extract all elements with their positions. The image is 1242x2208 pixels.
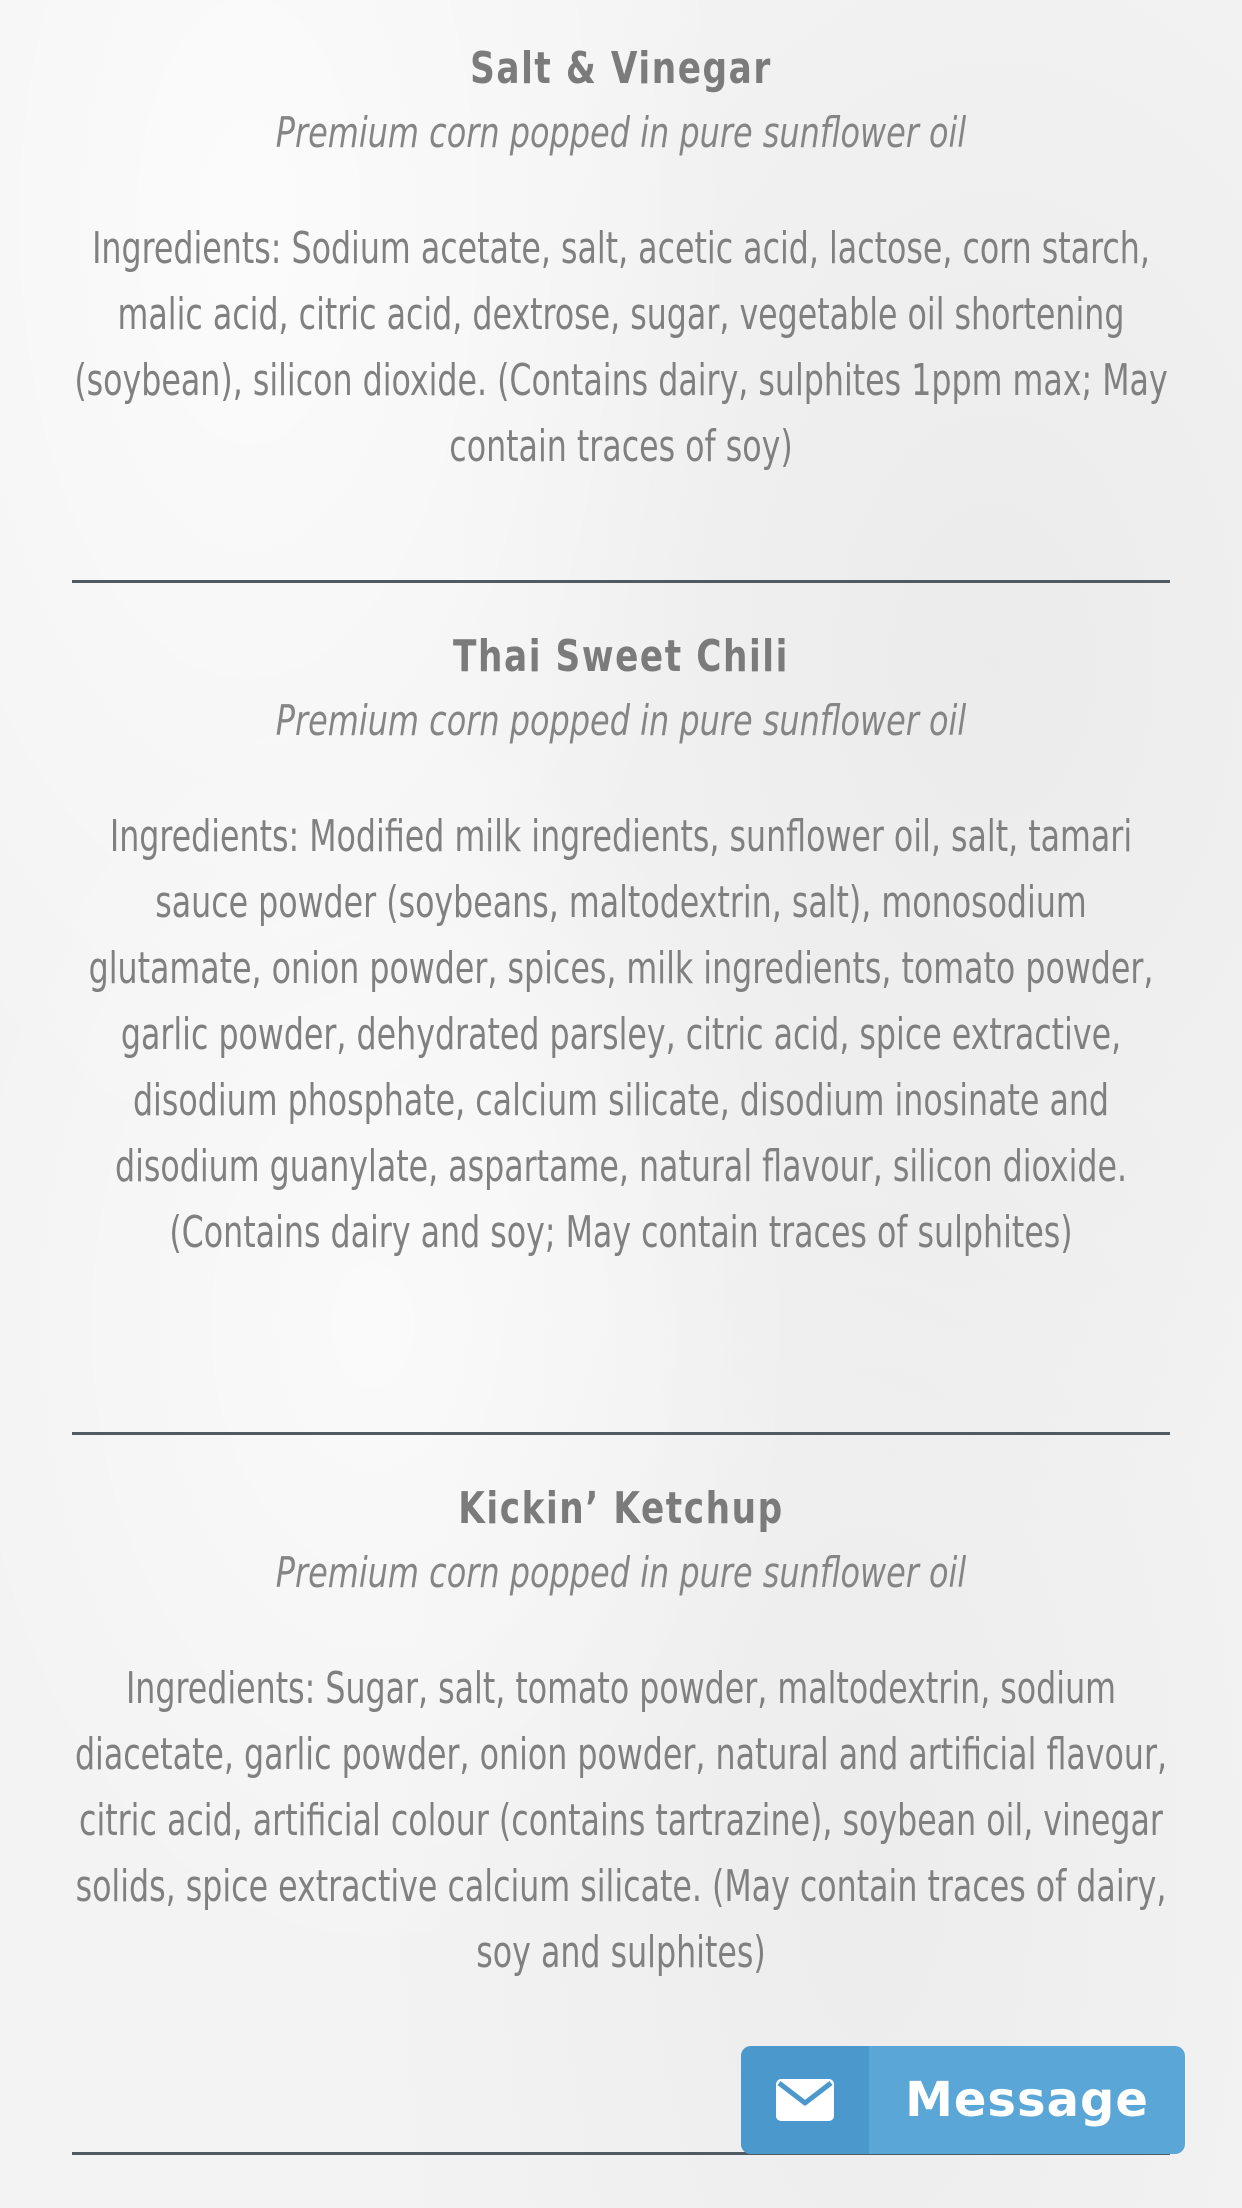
flavor-title: Kickin’ Ketchup [458,1483,784,1534]
message-icon-container [741,2046,869,2154]
envelope-icon [776,2079,834,2121]
flavor-ingredients: Ingredients: Modified milk ingredients, sunflower oil, salt, tamari sauce powder (soybeans, maltodextrin, salt), monosodium glutamate, onion powder, spices, milk ingredients, tomato powder, garlic powder, dehydrated parsley, citric acid, spice extractive, disodium phosphate, calcium silicate, disodium inosinate and disodium guanylate, aspartame, natural flavour, silicon dioxide. (Contains dairy and soy; May contain traces of sulphites) [88,811,1154,1258]
flavor-ingredients: Ingredients: Sugar, salt, tomato powder, maltodextrin, sodium diacetate, garlic powder, onion powder, natural and artificial flavour, citric acid, artificial colour (contains tartrazine), soybean oil, vinegar solids, spice extractive calcium silicate. (May contain traces of dairy, soy and sulphites) [74,1663,1168,1978]
flavor-ingredients: Ingredients: Sodium acetate, salt, acetic acid, lactose, corn starch, malic acid, citric acid, dextrose, sugar, vegetable oil shortening (soybean), silicon dioxide. (Contains dairy, sulphites 1ppm max; May contain traces of soy) [74,223,1168,472]
flavor-title: Thai Sweet Chili [453,631,789,682]
section-divider [72,1432,1170,1435]
flavor-section-kickin-ketchup [72,1478,1170,1986]
flavor-title: Salt & Vinegar [470,43,772,94]
flavor-section-salt-vinegar [72,38,1170,480]
message-button-label: Message [905,2072,1149,2128]
section-divider [72,580,1170,583]
message-button[interactable] [741,2046,1185,2154]
flavor-section-thai-sweet-chili [72,626,1170,1266]
flavor-subtitle: Premium corn popped in pure sunflower oil [275,108,967,157]
flavor-subtitle: Premium corn popped in pure sunflower oil [275,696,967,745]
flavor-subtitle: Premium corn popped in pure sunflower oil [275,1548,967,1597]
